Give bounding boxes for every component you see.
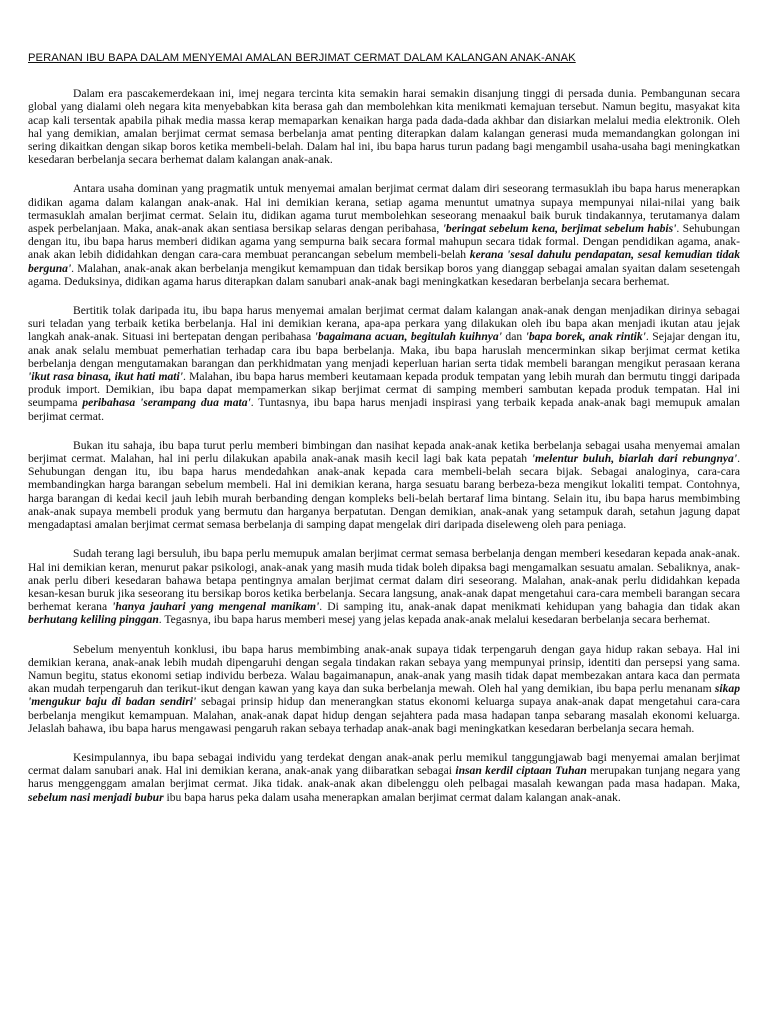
paragraph-text: . Di samping itu, anak-anak dapat menikmati kehidupan yang bahagia dan tidak akan (319, 600, 740, 614)
proverb-phrase: 'hanya jauhari yang mengenal manikam' (112, 600, 320, 614)
proverb-phrase: sikap 'mengukur baju di badan sendiri' (28, 682, 740, 709)
paragraph-text: Bukan itu sahaja, ibu bapa turut perlu memberi bimbingan dan nasihat kepada anak-anak ketika berbelanja sebagai usaha menyemai amalan berjimat cermat. Malahan, hal ini perlu dilakukan apabila anak-anak masih kecil lagi bak kata pepatah (28, 438, 740, 466)
document-page (28, 52, 740, 820)
proverb-phrase: insan kerdil ciptaan Tuhan (455, 764, 587, 778)
paragraph (28, 439, 740, 531)
paragraph (28, 643, 740, 735)
paragraph (28, 304, 740, 423)
document-body (28, 87, 740, 804)
paragraph-text: Kesimpulannya, ibu bapa sebagai individu yang terdekat dengan anak-anak perlu memikul tanggungjawab bagi menyemai amalan berjimat cermat dalam sanubari anak. Hal ini demikian kerana, anak-anak yang diibaratkan sebagai (28, 750, 740, 778)
paragraph-text: sebagai prinsip hidup dan menerangkan status ekonomi keluarga supaya anak-anak dapat mengetahui cara-cara berbelanja mengikut kemampuan. Malahan, anak-anak dapat hidup dengan sejahtera pada masa hadapan tanpa sebarang masalah ekonomi keluarga. Jelaslah bahawa, ibu bapa harus mengawasi pengaruh rakan sebaya terhadap anak-anak bagi meningkatkan kesedaran berbelanja secara hemah. (28, 695, 741, 735)
paragraph-text: Antara usaha dominan yang pragmatik untuk menyemai amalan berjimat cermat dalam diri seseorang termasuklah ibu bapa harus menerapkan didikan agama dalam kalangan anak-anak. Hal ini demikian kerana, setiap agama menuntut umatnya supaya mempunyai nilai-nilai yang baik termasuklah amalan berjimat cermat. Selain itu, didikan agama turut membolehkan seseorang menaakul baik buruk tindakannya, terutamanya dalam aspek perbelanjaan. Maka, anak-anak akan sentiasa bersikap selaras dengan peribahasa, (28, 182, 740, 236)
paragraph-text: . Malahan, ibu bapa harus memberi keutamaan kepada produk tempatan yang lebih murah dan bermutu tinggi daripada produk import. Demikian, ibu bapa dapat mempamerkan sikap berjimat cermat di samping memberi sambutan kepada produk tempatan. Hal ini seumpama (28, 370, 741, 410)
paragraph-text: . Sehubungan dengan itu, ibu bapa harus mendedahkan anak-anak kepada cara membeli-belah secara bijak. Sebagai analoginya, cara-cara membandingkan harga barangan sebelum membeli. Hal ini demikian kerana, harga sesuatu barang berbeza-beza mengikut lokaliti tempat. Contohnya, harga barangan di kedai kecil jauh lebih murah berbanding dengan kompleks beli-belah bertaraf lima bintang. Selain itu, ibu bapa harus membimbing anak-anak supaya membeli produk yang bermutu dan harganya berpatutan. Dengan demikian, anak-anak yang setampuk darah, setahun jagung dapat mengadaptasi amalan berjimat cermat semasa berbelanja di samping dapat mengelak diri daripada diseleweng oleh para peniaga. (28, 452, 740, 532)
paragraph (28, 751, 740, 804)
paragraph-text: . Tegasnya, ibu bapa harus memberi mesej yang jelas kepada anak-anak melalui kesedaran berbelanja secara berhemat. (158, 613, 711, 627)
proverb-phrase: 'ikut rasa binasa, ikut hati mati' (28, 370, 183, 384)
paragraph-text: dan (501, 330, 526, 344)
paragraph-text: . Sejajar dengan itu, anak anak selalu membuat pemerhatian terhadap cara ibu bapa berbelanja. Maka, ibu bapa haruslah mencerminkan sikap berjimat cermat ketika berbelanja dengan mengutamakan barangan dan perkhidmatan yang menjadi keperluan harian serta tidak membeli barangan mengikut perasaan kerana (28, 330, 740, 370)
proverb-phrase: berhutang keliling pinggan (28, 613, 159, 627)
document-title: PERANAN IBU BAPA DALAM MENYEMAI AMALAN BERJIMAT CERMAT DALAM KALANGAN ANAK-ANAK (28, 52, 576, 64)
paragraph-text: ibu bapa harus peka dalam usaha menerapkan amalan berjimat cermat dalam kalangan anak-anak. (163, 790, 621, 804)
paragraph-text: Sebelum menyentuh konklusi, ibu bapa harus membimbing anak-anak supaya tidak terpengaruh dengan gaya hidup rakan sebaya. Hal ini demikian kerana, anak-anak lebih mudah dipengaruhi dengan segala tindakan rakan sebaya yang mempunyai prinsip, identiti dan persepsi yang sama. Namun begitu, status ekonomi setiap individu berbeza. Walau bagaimanapun, anak-anak yang masih tidak dapat membezakan antara kaca dan permata akan mudah terpengaruh dan terikut-ikut dengan kawan yang kaya dan suka berbelanja mewah. Oleh hal yang demikian, ibu bapa perlu menanam (28, 642, 740, 696)
paragraph-text: . Malahan, anak-anak akan berbelanja mengikut kemampuan dan tidak bersikap boros yang dianggap sebagai amalan syaitan dalam sesetengah agama. Deduksinya, didikan agama harus diterapkan dalam sanubari anak-anak bagi meningkatkan kesedaran berbelanja secara berhemat. (28, 261, 740, 288)
paragraph (28, 547, 740, 626)
proverb-phrase: 'beringat sebelum kena, berjimat sebelum habis' (442, 222, 677, 236)
paragraph-text: . Tuntasnya, ibu bapa harus menjadi inspirasi yang terbaik kepada anak-anak bagi memupuk amalan berjimat cermat. (28, 396, 740, 423)
proverb-phrase: 'melentur buluh, biarlah dari rebungnya' (531, 452, 738, 466)
paragraph-text: Sudah terang lagi bersuluh, ibu bapa perlu memupuk amalan berjimat cermat semasa berbelanja dengan memberi kesedaran kepada anak-anak. Hal ini demikian keran, menurut pakar psikologi, anak-anak yang masih muda tidak boleh dipaksa bagi mengamalkan sesuatu amalan. Sebaliknya, anak-anak perlu diberi kesedaran bahawa betapa pentingnya amalan berjimat cermat dalam diri seseorang. Malahan, anak-anak perlu dididahkan kepada kesan-kesan buruk jika seseorang itu bersikap boros ketika berbelanja. Secara langsung, anak-anak dapat mengetahui cara-cara membeli barangan secara berhemat kerana (28, 547, 740, 614)
proverb-phrase: sebelum nasi menjadi bubur (28, 790, 164, 804)
paragraph-text: . Sehubungan dengan itu, ibu bapa harus memberi didikan agama yang sempurna baik secara formal mahupun secara tidak formal. Dengan pendidikan agama, anak-anak akan lebih dididahkan dengan cara-cara membuat perancangan sebelum membeli-belah (28, 222, 740, 262)
proverb-phrase: kerana 'sesal dahulu pendapatan, sesal kemudian tidak berguna' (28, 248, 740, 275)
paragraph (28, 87, 740, 166)
paragraph-text: merupakan tunjang negara yang harus menggenggam amalan berjimat cermat. Jika tidak. anak-anak akan dibelenggu oleh pelbagai masalah kewangan pada masa hadapan. Maka, (28, 764, 740, 791)
paragraph (28, 182, 740, 288)
paragraph-text: Dalam era pascakemerdekaan ini, imej negara tercinta kita semakin harai semakin disanjung tinggi di persada dunia. Pembangunan secara global yang dialami oleh negara kita menyebabkan kita berasa gah dan membolehkan kita menikmati kemajuan tersebut. Namun begitu, masyakat kita acap kali tersentak apabila pihak media massa kerap memaparkan kenaikan harga pada dada-dada akhbar dan disiarkan melalui media elektronik. Oleh hal yang demikian, amalan berjimat cermat semasa berbelanja amat penting diterapkan dalam kalangan generasi muda memandangkan golongan ini sering dikaitkan dengan sikap boros ketika membeli-belah. Dalam hal ini, ibu bapa harus turun padang bagi mengambil usaha-usaha bagi meningkatkan kesedaran berbelanja secara berhemat dalam kalangan anak-anak. (28, 87, 740, 167)
proverb-phrase: peribahasa 'serampang dua mata' (82, 396, 251, 410)
paragraph-text: Bertitik tolak daripada itu, ibu bapa harus menyemai amalan berjimat cermat dalam kalangan anak-anak dengan menjadikan dirinya sebagai suri teladan yang terbaik ketika berbelanja. Hal ini demikian kerana, apa-apa perkara yang dilakukan oleh ibu bapa akan menjadi ikutan atau jejak langkah anak-anak. Situasi ini bertepatan dengan peribahasa (28, 304, 740, 344)
proverb-phrase: 'bagaimana acuan, begitulah kuihnya' (314, 330, 502, 344)
proverb-phrase: 'bapa borek, anak rintik' (525, 330, 646, 344)
